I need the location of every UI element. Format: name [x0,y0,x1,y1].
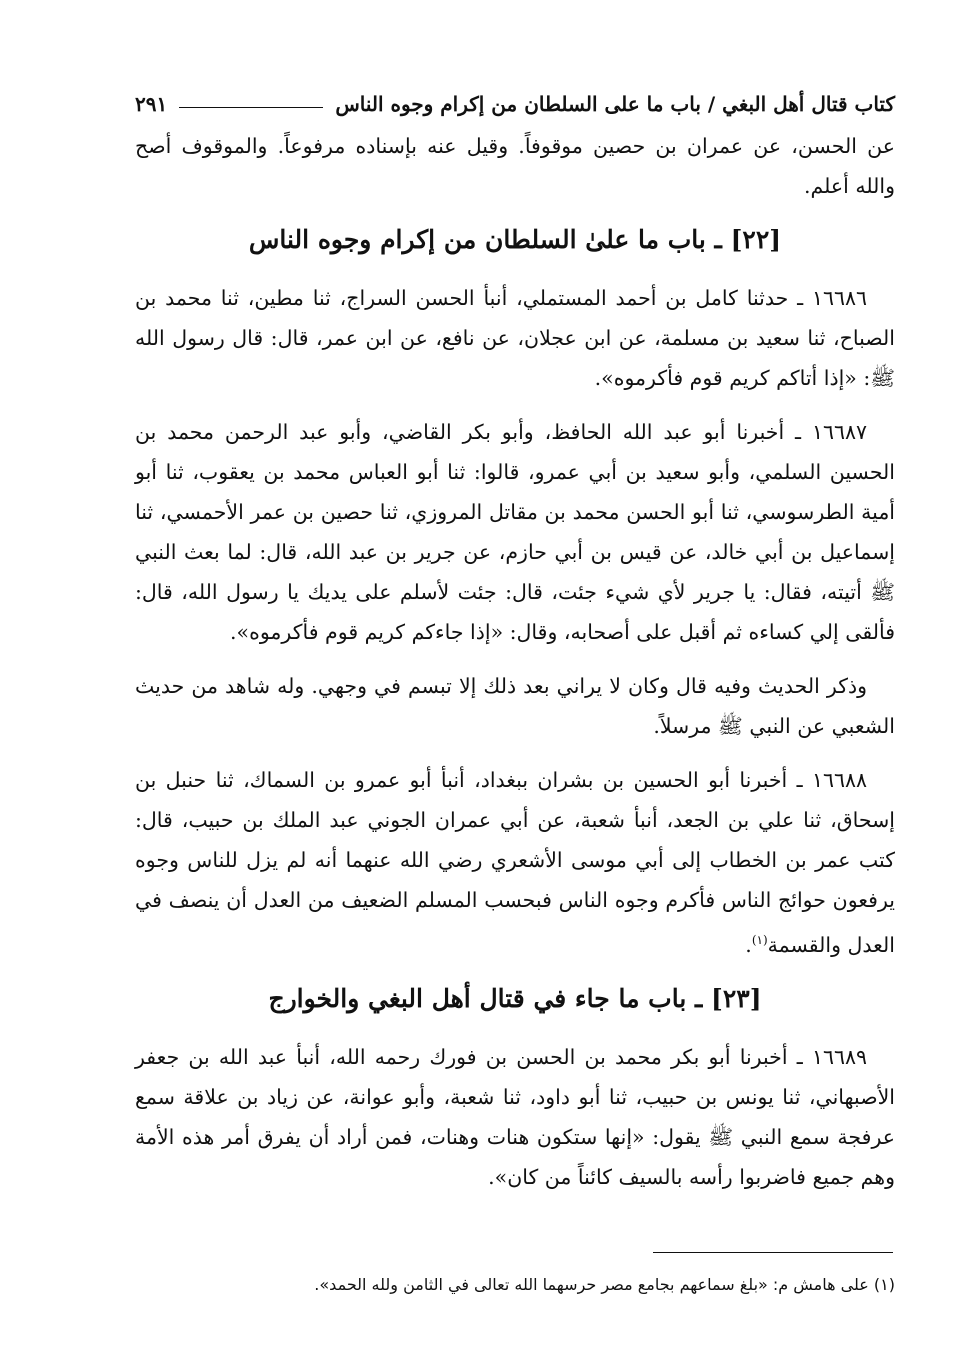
hadith-16689: ١٦٦٨٩ ـ أخبرنا أبو بكر محمد بن الحسن بن فورك رحمه الله، أنبأ عبد الله بن جعفر الأصبهاني، ثنا يونس بن حبيب، ثنا أبو داود، ثنا شعبة، وأبو عوانة، عن زياد بن علاقة سمع عرفجة سمع النبي ﷺ يقول: «إنها ستكون هنات وهنات، فمن أراد أن يفرق أمر هذه الأمة وهم جميع فاضربوا رأسه بالسيف كائناً من كان». [135,1044,895,1189]
running-title: كتاب قتال أهل البغي / باب ما على السلطان من إكرام وجوه الناس [335,92,895,116]
chapter-heading-23: [٢٣] ـ باب ما جاء في قتال أهل البغي والخوارج [268,983,762,1013]
page-number: ٢٩١ [135,92,168,116]
hadith-16688 [135,760,895,965]
running-header [135,86,895,122]
hadith-16686: ١٦٦٨٦ ـ حدثنا كامل بن أحمد المستملي، أنبأ الحسن السراج، ثنا مطين، ثنا محمد بن الصباح، ثنا سعيد بن مسلمة، عن ابن عجلان، عن نافع، عن ابن عمر، قال: قال رسول الله ﷺ: «إذا أتاكم كريم قوم فأكرموه». [135,286,895,390]
page-body [135,86,895,1211]
footnote-marker[interactable]: (١) [751,933,768,947]
hadith-16688-end: . [745,932,752,957]
paragraph-note: وذكر الحديث وفيه قال وكان لا يراني بعد ذلك إلا تبسم في وجهي. وله شاهد من حديث الشعبي عن النبي ﷺ مرسلاً. [135,674,895,738]
footnote-rule [653,1252,893,1253]
chapter-heading-22: [٢٢] ـ باب ما علىٰ السلطان من إكرام وجوه الناس [248,225,782,254]
paragraph-continuation: عن الحسن، عن عمران بن حصين موقوفاً. وقيل عنه بإسناده مرفوعاً. والموقوف أصح والله أعلم. [135,134,895,198]
hadith-16687: ١٦٦٨٧ ـ أخبرنا أبو عبد الله الحافظ، وأبو بكر القاضي، وأبو عبد الرحمن محمد بن الحسين السلمي، وأبو سعيد بن أبي عمرو، قالوا: ثنا أبو العباس محمد بن يعقوب، ثنا أبو أمية الطرسوسي، ثنا أبو الحسن محمد بن مقاتل المروزي، ثنا حصين بن عمر الأحمسي، ثنا إسماعيل بن أبي خالد، عن قيس بن أبي حازم، عن جرير بن عبد الله، قال: لما بعث النبي ﷺ أتيته، فقال: يا جرير لأي شيء جئت، قال: جئت لأسلم على يديك يا رسول الله، قال: فألقى إلي كساءه ثم أقبل على أصحابه، وقال: «إذا جاءكم كريم قوم فأكرموه». [135,420,895,644]
footnote: (١) على هامش م: «بلغ سماعهم بجامع مصر حرسهما الله تعالى في الثامن ولله الحمد». [314,1275,895,1294]
hadith-16688-text: ١٦٦٨٨ ـ أخبرنا أبو الحسين بن بشران ببغداد، أنبأ أبو عمرو بن السماك، ثنا حنبل بن إسحاق، ثنا علي بن الجعد، أنبأ شعبة، عن أبي عمران الجوني عبد الملك بن حبيب، قال: كتب عمر بن الخطاب إلى أبي موسى الأشعري رضي الله عنهما أنه لم يزل للناس وجوه يرفعون حوائج الناس فأكرم وجوه الناس فبحسب المسلم الضعيف من العدل أن ينصف في العدل والقسمة [135,768,895,957]
header-rule [179,107,323,108]
